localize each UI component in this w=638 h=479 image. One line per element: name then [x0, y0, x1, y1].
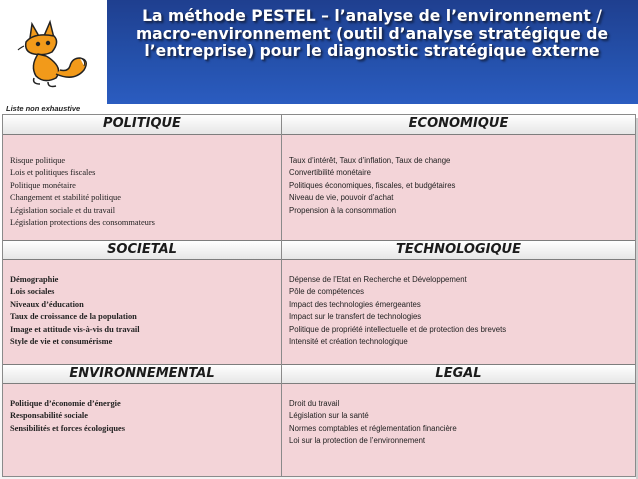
list-item: Niveau de vie, pouvoir d’achat — [289, 193, 394, 203]
list-item: Politiques économiques, fiscales, et budgétaires — [289, 180, 456, 190]
header-legal: LEGAL — [282, 364, 635, 384]
societal-list — [3, 260, 281, 364]
fox-logo-icon — [10, 8, 96, 94]
list-item: Taux d’intérêt, Taux d’inflation, Taux de change — [289, 156, 451, 165]
list-item: Niveaux d’éducation — [10, 299, 84, 309]
economique-list — [282, 135, 635, 240]
list-item: Intensité et création technologique — [289, 337, 408, 347]
politique-list — [3, 135, 281, 240]
list-item: Lois sociales — [10, 287, 55, 297]
technologique-list — [282, 260, 635, 364]
list-item: Politique de propriété intellectuelle et de protection des brevets — [289, 324, 507, 334]
header-economique: ECONOMIQUE — [282, 115, 635, 135]
list-item: Lois et politiques fiscales — [10, 168, 96, 178]
list-item: Législation sociale et du travail — [10, 205, 116, 215]
list-item: Dépense de l’Etat en Recherche et Développement — [289, 275, 467, 284]
list-item: Image et attitude vis-à-vis du travail — [10, 324, 140, 334]
list-item: Responsabilité sociale — [10, 411, 88, 421]
list-item: Style de vie et consumérisme — [10, 337, 113, 347]
header-technologique: TECHNOLOGIQUE — [282, 240, 635, 260]
environnemental-list — [3, 384, 281, 476]
header-societal: SOCIETAL — [3, 240, 281, 260]
list-item: Législation protections des consommateurs — [10, 218, 155, 228]
list-item: Législation sur la santé — [289, 411, 369, 421]
list-item: Risque politique — [10, 156, 66, 165]
list-item: Loi sur la protection de l’environnement — [289, 436, 426, 446]
list-item: Politique monétaire — [10, 180, 76, 190]
legal-list — [282, 384, 635, 476]
list-item: Droit du travail — [289, 399, 340, 408]
slide-title: La méthode PESTEL – l’analyse de l’environnement / macro-environnement (outil d’analyse stratégique de l’entreprise) pour le diagnostic stratégique externe — [135, 7, 609, 60]
list-item: Changement et stabilité politique — [10, 193, 121, 203]
list-item: Convertibilité monétaire — [289, 168, 371, 178]
list-note: Liste non exhaustive — [6, 104, 81, 113]
list-item: Démographie — [10, 275, 59, 284]
list-item: Normes comptables et réglementation financière — [289, 423, 457, 433]
pestel-table — [2, 114, 636, 477]
list-item: Taux de croissance de la population — [10, 312, 137, 322]
list-item: Impact sur le transfert de technologies — [289, 312, 422, 322]
list-item: Pôle de compétences — [289, 287, 364, 297]
list-item: Impact des technologies émergeantes — [289, 299, 421, 309]
logo-area — [0, 0, 107, 104]
header-politique: POLITIQUE — [3, 115, 281, 135]
header-environnemental: ENVIRONNEMENTAL — [3, 364, 281, 384]
list-item: Politique d’économie d’énergie — [10, 399, 121, 408]
list-item: Sensibilités et forces écologiques — [10, 423, 125, 433]
list-item: Propension à la consommation — [289, 205, 397, 215]
